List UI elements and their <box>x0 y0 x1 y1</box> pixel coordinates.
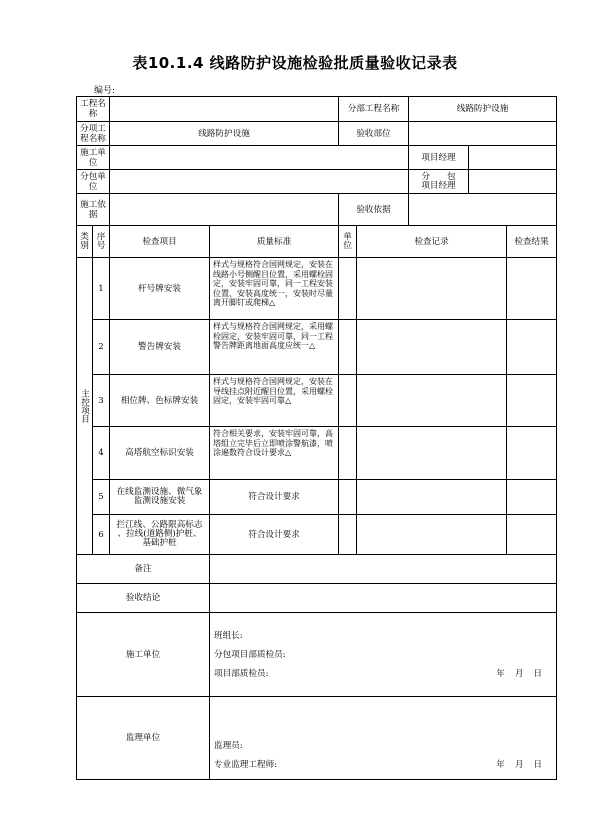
engineer-label: 专业监理工程师: <box>214 760 278 770</box>
row-number: 3 <box>93 375 110 427</box>
row-standard: 样式与规格符合国网规定，采用螺栓固定，安装牢固可靠，同一工程警告牌距离地面高度应统一△ <box>210 320 339 375</box>
remarks-label: 备注 <box>77 555 210 584</box>
inspection-basis-field[interactable] <box>409 194 557 226</box>
row-unit-field[interactable] <box>339 320 357 375</box>
team-leader-label: 班组长: <box>214 631 243 641</box>
supervision-signature-row <box>77 697 557 780</box>
row-number: 5 <box>93 480 110 515</box>
sequence-header: 序 号 <box>93 226 110 258</box>
table-row <box>77 258 557 320</box>
row-result-field[interactable] <box>507 427 557 480</box>
project-name-label: 工程名称 <box>77 97 110 122</box>
row-item: 相位牌、色标牌安装 <box>110 375 210 427</box>
project-manager-field[interactable] <box>469 146 557 170</box>
row-number: 6 <box>93 515 110 555</box>
supervisor-label: 监理员: <box>214 741 243 751</box>
conclusion-label: 验收结论 <box>77 584 210 613</box>
sub-project-value[interactable]: 线路防护设施 <box>409 97 557 122</box>
row-item: 在线监测设施、微气象 监测设施安装 <box>110 480 210 515</box>
serial-number-label: 编号: <box>94 86 116 96</box>
row-number: 2 <box>93 320 110 375</box>
row-item: 拦江线、公路限高标志 、拉线(道路侧)护桩、 基础护桩 <box>110 515 210 555</box>
row-item: 高塔航空标识安装 <box>110 427 210 480</box>
construction-basis-row <box>77 194 557 226</box>
subcontract-unit-label: 分包单位 <box>77 170 110 194</box>
construction-sign-label: 施工单位 <box>77 613 210 697</box>
row-number: 4 <box>93 427 110 480</box>
subcontract-manager-label: 分 包 项目经理 <box>409 170 469 194</box>
inspection-part-field[interactable] <box>409 122 557 146</box>
item-project-row <box>77 122 557 146</box>
construction-basis-field[interactable] <box>110 194 339 226</box>
project-manager-label: 项目经理 <box>409 146 469 170</box>
row-standard: 样式与规格符合国网规定，安装在线路小号侧醒目位置，采用螺栓固定，安装牢固可靠，同一工程安装位置、安装高度统一，安装时尽量离开脚钉或爬梯△ <box>210 258 339 320</box>
subcontract-manager-field[interactable] <box>469 170 557 194</box>
construction-unit-field[interactable] <box>110 146 409 170</box>
row-record-field[interactable] <box>357 375 507 427</box>
row-record-field[interactable] <box>357 427 507 480</box>
row-record-field[interactable] <box>357 320 507 375</box>
construction-unit-label: 施工单位 <box>77 146 110 170</box>
standard-header: 质量标准 <box>210 226 339 258</box>
inspection-basis-label: 验收依据 <box>339 194 409 226</box>
subcontract-unit-field[interactable] <box>110 170 409 194</box>
row-number: 1 <box>93 258 110 320</box>
record-table <box>76 96 557 780</box>
project-name-field[interactable] <box>110 97 339 122</box>
construction-basis-label: 施工依据 <box>77 194 110 226</box>
table-row <box>77 480 557 515</box>
subcontract-unit-row <box>77 170 557 194</box>
inspection-part-label: 验收部位 <box>339 122 409 146</box>
project-name-row <box>77 97 557 122</box>
row-unit-field[interactable] <box>339 480 357 515</box>
item-project-label: 分项工程名称 <box>77 122 110 146</box>
row-item: 杆号牌安装 <box>110 258 210 320</box>
supervision-sign-area[interactable] <box>210 697 557 780</box>
row-unit-field[interactable] <box>339 375 357 427</box>
row-result-field[interactable] <box>507 320 557 375</box>
construction-signature-row <box>77 613 557 697</box>
construction-sign-date: 年 月 日 <box>496 669 543 679</box>
supervision-sign-date: 年 月 日 <box>496 760 543 770</box>
inspector-label: 项目部质检员: <box>214 669 269 679</box>
conclusion-field[interactable] <box>210 584 557 613</box>
item-header: 检查项目 <box>110 226 210 258</box>
row-item: 警告牌安装 <box>110 320 210 375</box>
sub-inspector-label: 分包项目部质检员: <box>214 650 286 660</box>
conclusion-row <box>77 584 557 613</box>
unit-header: 单 位 <box>339 226 357 258</box>
row-standard: 符合设计要求 <box>210 515 339 555</box>
table-row <box>77 515 557 555</box>
row-unit-field[interactable] <box>339 427 357 480</box>
row-standard: 样式与规格符合国网规定，安装在导线挂点附近醒目位置，采用螺栓固定，安装牢固可靠△ <box>210 375 339 427</box>
row-standard: 符合相关要求，安装牢固可靠，高塔组立完毕后立即喷涂警航漆，喷涂遍数符合设计要求△ <box>210 427 339 480</box>
page-title: 表10.1.4 线路防护设施检验批质量验收记录表 <box>132 54 458 72</box>
category-header: 类 别 <box>77 226 93 258</box>
remarks-field[interactable] <box>210 555 557 584</box>
row-standard: 符合设计要求 <box>210 480 339 515</box>
construction-unit-row <box>77 146 557 170</box>
table-row <box>77 375 557 427</box>
row-result-field[interactable] <box>507 258 557 320</box>
column-header-row <box>77 226 557 258</box>
remarks-row <box>77 555 557 584</box>
row-record-field[interactable] <box>357 258 507 320</box>
row-result-field[interactable] <box>507 515 557 555</box>
construction-sign-area[interactable] <box>210 613 557 697</box>
item-project-value[interactable]: 线路防护设施 <box>110 122 339 146</box>
row-record-field[interactable] <box>357 480 507 515</box>
sub-project-label: 分部工程名称 <box>339 97 409 122</box>
category-main-control: 主控项目 <box>77 258 93 555</box>
row-record-field[interactable] <box>357 515 507 555</box>
row-result-field[interactable] <box>507 480 557 515</box>
inspection-record-form <box>76 96 556 788</box>
result-header: 检查结果 <box>507 226 557 258</box>
row-unit-field[interactable] <box>339 515 357 555</box>
table-row <box>77 427 557 480</box>
record-header: 检查记录 <box>357 226 507 258</box>
table-row <box>77 320 557 375</box>
row-result-field[interactable] <box>507 375 557 427</box>
row-unit-field[interactable] <box>339 258 357 320</box>
supervision-sign-label: 监理单位 <box>77 697 210 780</box>
